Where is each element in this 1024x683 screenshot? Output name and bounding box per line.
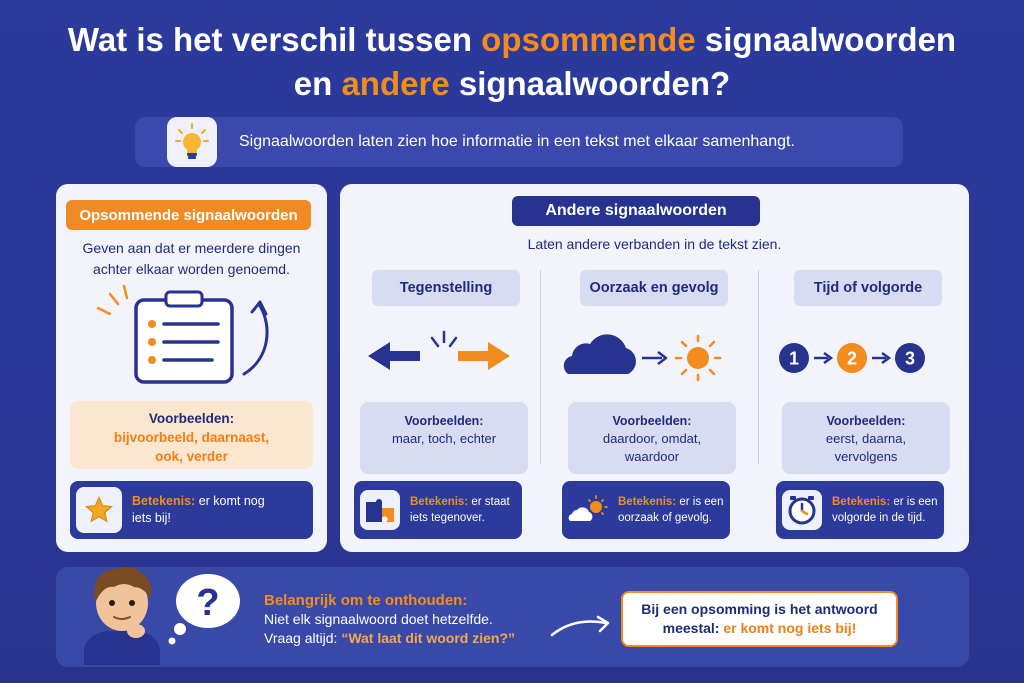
opposing-arrows-icon — [346, 326, 542, 386]
remember-heading: Belangrijk om te onthouden: — [264, 592, 468, 609]
step-1: 1 — [788, 348, 800, 369]
answer-line1: Bij een opsomming is het antwoord — [641, 601, 878, 617]
meaning-label: Betekenis: — [410, 496, 469, 508]
puzzle-icon — [360, 490, 400, 530]
title-line2-pre: en — [293, 65, 342, 102]
clock-icon — [782, 490, 822, 530]
examples-line1: eerst, daarna, — [825, 431, 907, 446]
oorzaak-meaning — [562, 481, 730, 539]
meaning-line1: er staat — [468, 496, 510, 508]
opsommende-description: Geven aan dat er meerdere dingen achter elkaar worden genoemd. — [82, 240, 301, 277]
meaning-label: Betekenis: — [618, 496, 677, 508]
examples-line1: bijvoorbeeld, daarnaast, — [113, 430, 270, 445]
examples-line1: daardoor, omdat, — [602, 431, 702, 446]
andere-description: Laten andere verbanden in de tekst zien. — [527, 236, 782, 252]
intro-banner — [135, 117, 903, 167]
examples-label: Voorbeelden: — [612, 414, 692, 428]
meaning-line1: er is een — [890, 496, 938, 508]
step-3: 3 — [904, 348, 916, 369]
question-bubble-icon — [164, 571, 242, 652]
lightbulb-icon — [167, 117, 217, 167]
answer-box — [621, 591, 898, 647]
examples-box — [782, 402, 950, 474]
column-title: Oorzaak en gevolg — [580, 270, 728, 306]
examples-line2: ook, verder — [155, 449, 228, 464]
opsommende-heading: Opsommende signaalwoorden — [66, 200, 311, 230]
title-line2-highlight: andere — [341, 65, 450, 102]
tijd-meaning — [776, 481, 944, 539]
examples-line1: maar, toch, echter — [391, 431, 497, 446]
cloud-sun-icon — [568, 490, 608, 530]
remember-panel — [56, 567, 969, 667]
intro-text: Signaalwoorden laten zien hoe informatie in een tekst met elkaar samenhangt. — [239, 133, 795, 150]
cloud-to-sun-icon — [554, 326, 750, 386]
answer-line2-highlight: er komt nog iets bij! — [723, 620, 857, 636]
meaning-line2: iets bij! — [132, 511, 171, 525]
opsommende-examples — [70, 401, 313, 469]
meaning-label: Betekenis: — [132, 494, 196, 508]
examples-line2: waardoor — [624, 449, 680, 464]
sequence-123-icon — [768, 326, 964, 386]
title-line2-post: signaalwoorden? — [449, 65, 731, 102]
title-line1-post: signaalwoorden — [695, 21, 957, 58]
remember-line2-pre: Vraag altijd: — [264, 630, 342, 646]
step-2: 2 — [846, 348, 858, 369]
opsommende-card — [56, 184, 327, 552]
title-line1-highlight: opsommende — [481, 21, 696, 58]
meaning-line1: er is een — [676, 496, 724, 508]
meaning-label: Betekenis: — [832, 496, 891, 508]
examples-line2: vervolgens — [834, 449, 898, 464]
examples-box — [360, 402, 528, 474]
meaning-line2: oorzaak of gevolg. — [618, 512, 712, 524]
remember-line1: Niet elk signaalwoord doet hetzelfde. — [264, 611, 493, 627]
column-divider — [758, 270, 759, 464]
star-icon — [76, 487, 122, 533]
tegenstelling-meaning — [354, 481, 522, 539]
examples-label: Voorbeelden: — [826, 414, 906, 428]
page-title — [0, 18, 1024, 106]
meaning-line2: volgorde in de tijd. — [832, 512, 926, 524]
andere-heading: Andere signaalwoorden — [512, 196, 760, 226]
examples-label: Voorbeelden: — [404, 414, 484, 428]
curved-arrow-icon — [548, 611, 614, 644]
andere-card — [340, 184, 969, 552]
answer-line2-pre: meestal: — [662, 620, 724, 636]
bubble-symbol: ? — [196, 582, 220, 624]
title-line1-pre: Wat is het verschil tussen — [67, 21, 482, 58]
remember-question: “Wat laat dit woord zien?” — [341, 630, 516, 646]
meaning-line2: iets tegenover. — [410, 512, 485, 524]
opsommende-meaning — [70, 481, 313, 539]
column-title: Tegenstelling — [372, 270, 520, 306]
examples-label: Voorbeelden: — [148, 411, 235, 426]
examples-box — [568, 402, 736, 474]
clipboard-list-icon — [92, 278, 292, 393]
meaning-line1: er komt nog — [195, 494, 265, 508]
thinking-boy-illustration — [74, 557, 174, 670]
remember-text — [264, 591, 515, 648]
column-title: Tijd of volgorde — [794, 270, 942, 306]
